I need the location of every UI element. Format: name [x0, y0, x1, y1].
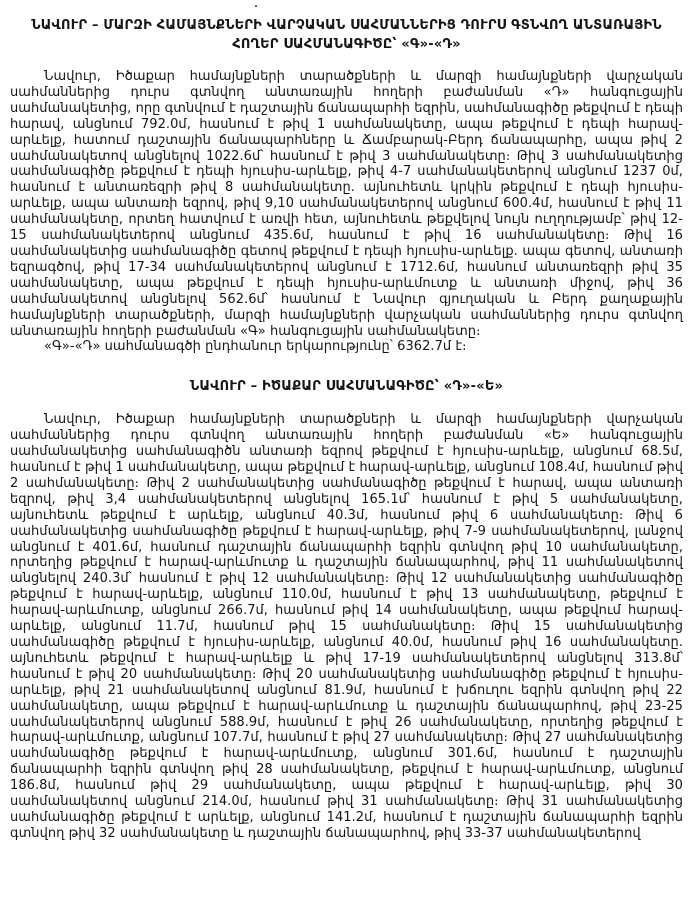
section1-title: ՆԱՎՈՒՐ – ՄԱՐԶԻ ՀԱՄԱՅՆՔՆԵՐԻ ՎԱՐՉԱԿԱՆ ՍԱՀՄԱՆՆԵՐԻՑ ԴՈՒՐՍ ԳՏՆՎՈՂ ԱՆՏԱՌԱՅԻՆ ՀՈՂԵՐ ՍԱՀՄԱՆԱԳԻԾԸ՝ «Գ»-«Դ» [31, 18, 662, 52]
section1-total-length: «Գ»-«Դ» սահմանագծի ընդհանուր երկարությունը՝ 6362.7մ է։ [44, 339, 467, 355]
section1-body: Նավուր, Իծաքար համայնքների տարածքների և մարզի համայնքների վարչական սահմաններից դուրս գտնվող անտառային հողերի բաժանման «Դ» հանգուցային սահմանակետից, որը գտնվում է դաշտային ճանապարհի եզրին, սահմանագիծը թեքվում է դեպի հարավ, անցնում 792.0մ, հասնում է թիվ 1 սահմանակետը, ապա թեքվում է դեպի հարավ-արևելք, հատում դաշտային ճանապարհները և Ճամբարակ-Բերդ ճանապարհը, ապա թիվ 2 սահմանակետով անցնելով 1022.6մ՝ հասնում է թիվ 3 սահմանակետը։ Թիվ 3 սահմանակետից սահմանագիծը թեքվում է դեպի հյուսիս-արևելք, թիվ 4-7 սահմանակետերով անցնում 1237 0մ, հասնում է անտառեզրի թիվ 8 սահմանակետը. այնուհետև կրկին թեքվում է դեպի հյուսիս-արևելք, ապա անտառի եզրով, թիվ 9,10 սահմանակետերով անցնում 600.4մ, հասնում է թիվ 11 սահմանակետը, որտեղ հատվում է առվի հետ, այնուհետև թեքվելով նույն ուղղությամբ՝ թիվ 12-15 սահմանակետերով անցնում 435.6մ, հասնում է թիվ 16 սահմանակետը։ Թիվ 16 սահմանակետից սահմանագիծը գետով թեքվում է դեպի հյուսիս-արևելք. ապա գետով, անտառի եզրագծով, թիվ 17-34 սահմանակետերով անցնում է 1712.6մ, հասնում անտառեզրի թիվ 35 սահմանակետը, ապա թեքվում է դեպի հյուսիս-արևմուտք և անտառի միջով, թիվ 36 սահմանակետով անցնելով 562.6մ՝ հասնում է Նավուր գյուղական և Բերդ քաղաքային համայնքների տարածքների, մարզի համայնքների վարչական սահմաններից դուրս գտնվող անտառային հողերի բաժանման «Գ» հանգուցային սահմանակետը։ [10, 69, 683, 339]
scan-artifact-dot [255, 5, 257, 7]
section2-title: ՆԱՎՈՒՐ – ԻԾԱՔԱՐ ՍԱՀՄԱՆԱԳԻԾԸ՝ «Դ»-«Ե» [189, 379, 504, 395]
section2-body: Նավուր, Իծաքար համայնքների տարածքների և մարզի համայնքների վարչական սահմաններից դուրս գտնվող անտառային հողերի բաժանման «Ե» հանգուցային սահմանակետից սահմանագիծն անտառի եզրով թեքվում է հյուսիս-արևելք, անցնում 68.5մ, հասնում է թիվ 1 սահմանակետը, ապա թեքվում է հարավ-արևելք, անցնում 108.4մ, հասնում թիվ 2 սահմանակետը։ Թիվ 2 սահմանակետից սահմանագիծը թեքվում է հարավ, ապա անտառի եզրով, թիվ 3,4 սահմանակետերով անցնելով 165.1մ՝ հասնում է թիվ 5 սահմանակետը, այնուհետև թեքվում է արևելք, անցնում 40.3մ, հասնում թիվ 6 սահմանակետը։ Թիվ 6 սահմանակետից սահմանագիծը թեքվում է հարավ-արևելք, թիվ 7-9 սահմանակետերով, լանջով անցնում է 401.6մ, հասնում դաշտային ճանապարհի եզրին գտնվող թիվ 10 սահմանակետը, որտեղից թեքվում է հարավ-արևմուտք և դաշտային ճանապարհով, թիվ 11 սահմանակետով անցնելով 240.3մ՝ հասնում է թիվ 12 սահմանակետը։ Թիվ 12 սահմանակետից սահմանագիծը թեքվում է հարավ-արևելք, անցնում 110.0մ, հասնում է թիվ 13 սահմանակետը, թեքվում է հարավ-արևմուտք, անցնում 266.7մ, հասնում թիվ 14 սահմանակետը, ապա թեքվում հարավ-արևելք, անցնում 11.7մ, հասնում թիվ 15 սահմանակետը։ Թիվ 15 սահմանակետից սահմանագիծը թեքվում է հյուսիս-արևելք, անցնում 40.0մ, հասնում թիվ 16 սահմանակետը. այնուհետև թեքվում է հարավ-արևելք և թիվ 17-19 սահմանակետերով անցնելով 313.8մ՝ հասնում է թիվ 20 սահմանակետը։ Թիվ 20 սահմանակետից սահմանագիծը թեքվում է հյուսիս-արևելք, թիվ 21 սահմանակետով անցնում 81.9մ, հասնում է խճուղու եզրին գտնվող թիվ 22 սահմանակետը, ապա թեքվում է հարավ-արևմուտք և դաշտային ճանապարհով, թիվ 23-25 սահմանակետերով անցնում 588.9մ, հասնում է թիվ 26 սահմանակետը, որտեղից թեքվում է հարավ-արևմուտք, անցնում 107.7մ, հասնում է թիվ 27 սահմանակետը։ Թիվ 27 սահմանակետից սահմանագիծը թեքվում է հարավ-արևմուտք, անցնում 301.6մ, հասնում է դաշտային ճանապարհի եզրին գտնվող թիվ 28 սահմանակետը, թեքվում է հարավ-արևմուտք, անցնում 186.8մ, հասնում թիվ 29 սահմանակետը, ապա թեքվում է հարավ-արևելք, թիվ 30 սահմանակետով անցնում 214.0մ, հասնում թիվ 31 սահմանակետը։ Թիվ 31 սահմանակետից սահմանագիծը թեքվում է արևելք, անցնում 141.2մ, հասնում է դաշտային ճանապարհի եզրին գտնվող թիվ 32 սահմանակետը և դաշտային ճանապարհով, թիվ 33-37 սահմանակետերով [10, 412, 683, 841]
